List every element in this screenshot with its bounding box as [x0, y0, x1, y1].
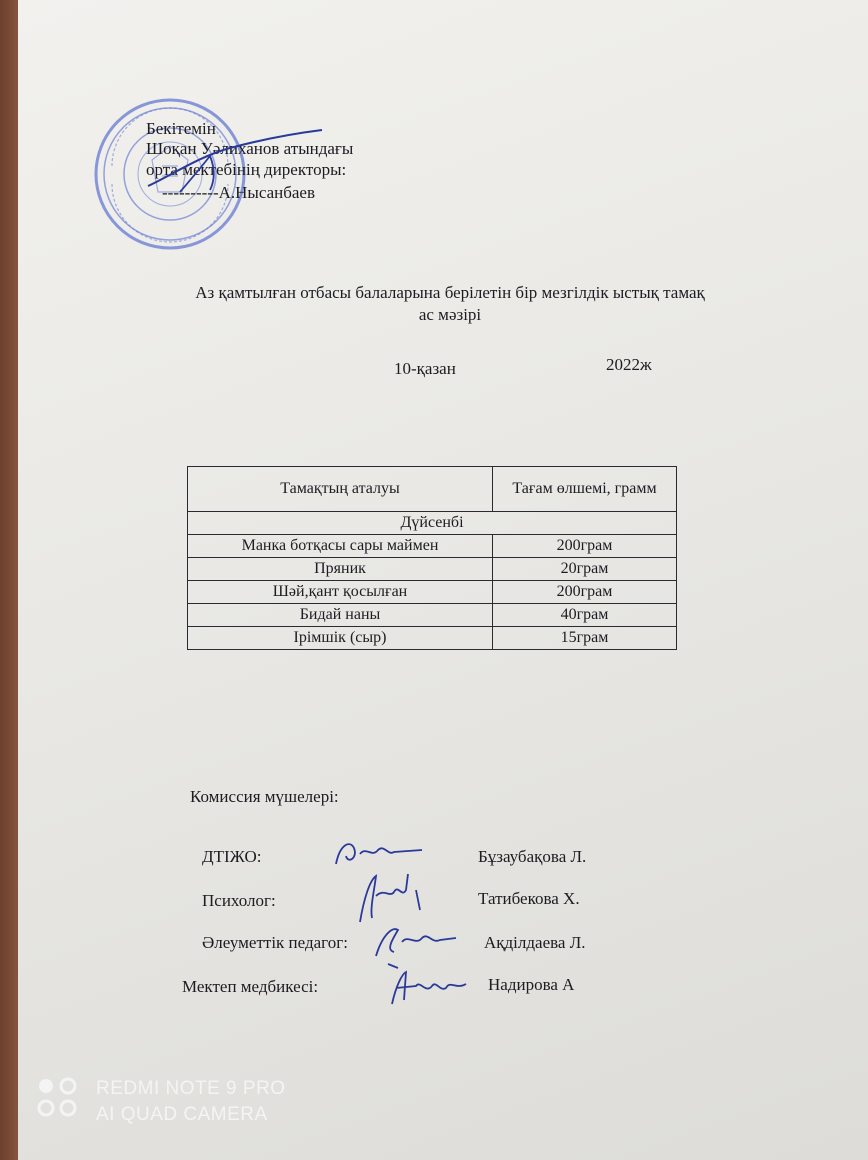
title-line-1: Аз қамтылған отбасы балаларына берілетін бір мезгілдік ыстық тамақ: [195, 283, 705, 302]
section-day: Дүйсенбі: [188, 512, 677, 535]
camera-model: REDMI NOTE 9 PRO: [96, 1078, 286, 1099]
table-row: [188, 627, 677, 650]
table-row: [188, 558, 677, 581]
member-role: Әлеуметтік педагог:: [202, 933, 348, 952]
row-food: Ірімшік (сыр): [188, 627, 493, 650]
row-food: Шәй,қант қосылған: [188, 581, 493, 604]
member-name: Ақділдаева Л.: [484, 933, 586, 952]
date-year: 2022ж: [606, 355, 652, 374]
row-portion: 15грам: [493, 627, 677, 650]
date-day: 10-қазан: [394, 359, 456, 378]
approval-line-director: орта мектебінің директоры:: [146, 160, 347, 179]
member-name: Бұзаубақова Л.: [478, 847, 587, 866]
table-header-row: [188, 467, 677, 512]
header-portion: Тағам өлшемі, грамм: [493, 467, 677, 512]
approval-line-approve: Бекітемін: [146, 119, 216, 138]
row-food: Пряник: [188, 558, 493, 581]
row-food: Манка ботқасы сары маймен: [188, 535, 493, 558]
table-row: [188, 535, 677, 558]
signature-nurse: [386, 966, 476, 1010]
approval-line-school: Шоқан Уәлиханов атындағы: [146, 139, 354, 158]
row-food: Бидай наны: [188, 604, 493, 627]
signature-social-pedagogue: [368, 916, 468, 972]
table-row: [188, 604, 677, 627]
member-role: ДТІЖО:: [202, 847, 262, 866]
member-role: Психолог:: [202, 891, 276, 910]
row-portion: 200грам: [493, 581, 677, 604]
document-title: [140, 282, 760, 326]
approval-line-name: ----------А.Нысанбаев: [162, 183, 315, 202]
table-section-row: [188, 512, 677, 535]
row-portion: 40грам: [493, 604, 677, 627]
member-role: Мектеп медбикесі:: [182, 977, 319, 996]
quad-camera-icon: [36, 1076, 80, 1120]
member-name: Надирова А: [488, 975, 575, 994]
title-line-2: ас мәзірі: [418, 305, 482, 324]
row-portion: 200грам: [493, 535, 677, 558]
table-row: [188, 581, 677, 604]
director-signature: [140, 126, 330, 202]
member-name: Татибекова Х.: [478, 889, 580, 908]
camera-label: AI QUAD CAMERA: [96, 1104, 268, 1125]
header-food-name: Тамақтың аталуы: [188, 467, 493, 512]
menu-table: [187, 466, 677, 650]
row-portion: 20грам: [493, 558, 677, 581]
commission-heading: Комиссия мүшелері:: [190, 787, 339, 806]
